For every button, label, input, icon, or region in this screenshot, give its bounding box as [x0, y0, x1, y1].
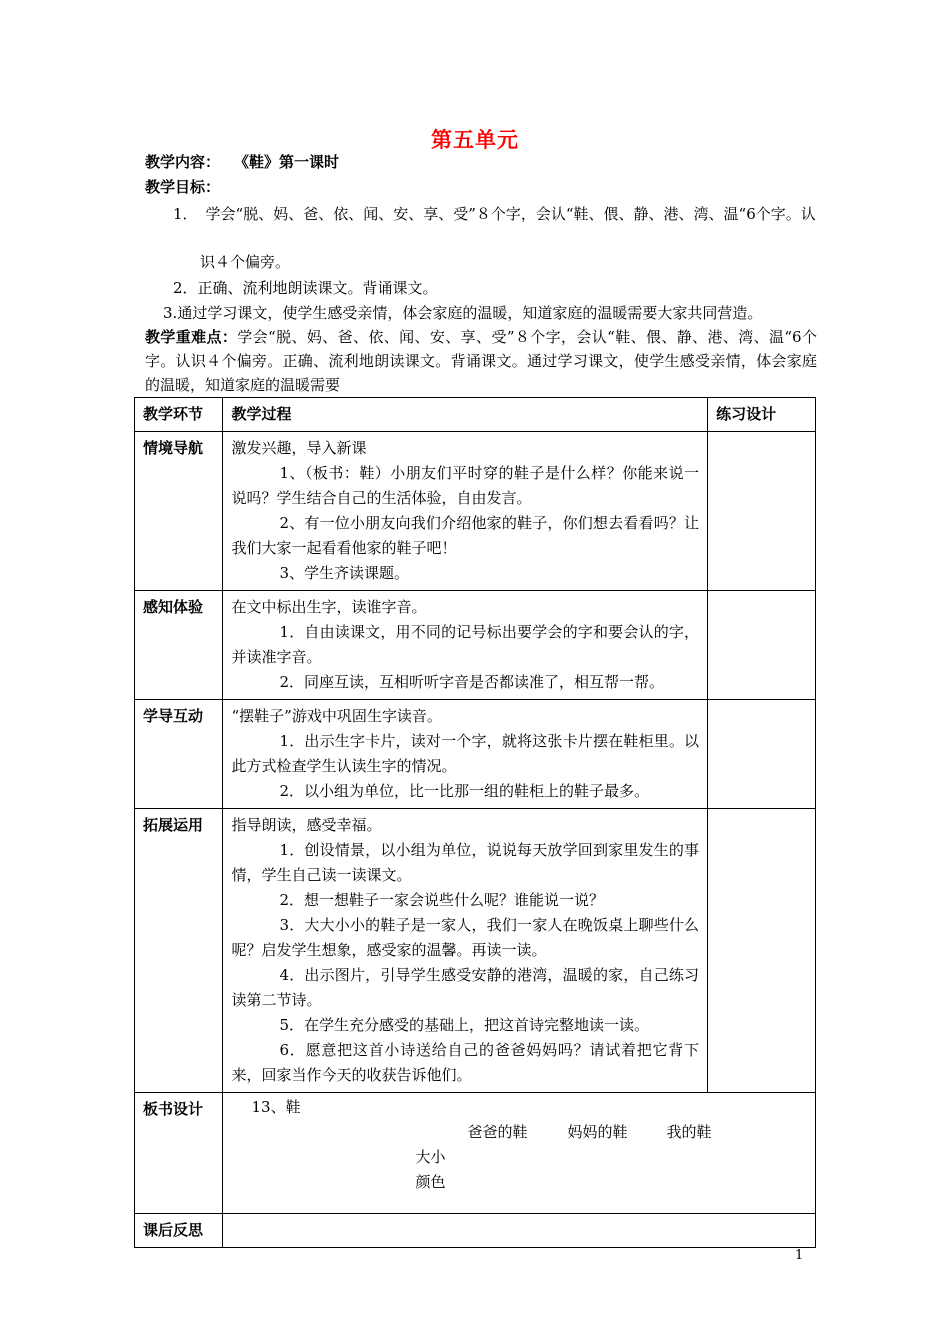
reflection-row	[135, 1214, 816, 1248]
process-paragraph: “摆鞋子”游戏中巩固生字读音。	[231, 707, 442, 725]
teaching-content-label: 教学内容：	[145, 153, 221, 171]
stage-cell: 感知体验	[135, 591, 223, 700]
practice-cell	[708, 591, 816, 700]
teaching-content-value: 《鞋》第一课时	[234, 153, 340, 171]
process-paragraph: 5．在学生充分感受的基础上，把这首诗完整地读一读。	[279, 1016, 650, 1034]
table-row	[135, 432, 816, 591]
objective-text: 学会“脱、妈、爸、依、闻、安、享、受”８个字，会认“鞋、偎、静、港、湾、温“6个字。认	[205, 205, 816, 223]
board-row-label: 大小	[415, 1148, 446, 1166]
header-stage: 教学环节	[135, 398, 223, 432]
key-points-text: 学会“脱、妈、爸、依、闻、安、享、受”８个字，会认“鞋、偎、静、港、湾、温“6个字。认识４个偏旁。正确、流利地朗读课文。背诵课文。通过学习课文，使学生感受亲情，体会家庭的温暖，知道家庭的温暖需要	[145, 328, 817, 394]
table-row	[135, 809, 816, 1093]
table-header-row	[135, 398, 816, 432]
objectives-label: 教学目标：	[145, 178, 221, 196]
objective-item-2	[173, 276, 438, 300]
board-design-cell	[223, 1093, 816, 1214]
key-points-label: 教学重难点：	[145, 328, 238, 346]
process-cell	[223, 700, 708, 809]
objective-item-3	[163, 301, 762, 325]
stage-cell: 情境导航	[135, 432, 223, 591]
objective-number: 1．	[173, 205, 198, 223]
key-points	[145, 325, 817, 397]
process-paragraph: 1．出示生字卡片，读对一个字，就将这张卡片摆在鞋柜里。以此方式检查学生认读生字的情况。	[231, 732, 700, 775]
process-paragraph: 4．出示图片，引导学生感受安静的港湾，温暖的家，自己练习读第二节诗。	[231, 966, 700, 1009]
process-paragraph: 2．以小组为单位，比一比那一组的鞋柜上的鞋子最多。	[279, 782, 650, 800]
practice-cell	[708, 700, 816, 809]
objective-number: 3.	[163, 304, 178, 322]
stage-cell: 拓展运用	[135, 809, 223, 1093]
board-row-label: 颜色	[415, 1173, 446, 1191]
board-column-label: 爸爸的鞋	[467, 1123, 528, 1141]
stage-cell: 课后反思	[135, 1214, 223, 1248]
process-cell	[223, 591, 708, 700]
process-paragraph: 1．创设情景，以小组为单位，说说每天放学回到家里发生的事情，学生自己读一读课文。	[231, 841, 700, 884]
practice-cell	[708, 432, 816, 591]
board-design-row	[135, 1093, 816, 1214]
board-design	[231, 1097, 807, 1209]
page-title: 第五单元	[431, 128, 519, 152]
lesson-plan-table	[134, 397, 816, 1248]
process-paragraph: 指导朗读，感受幸福。	[231, 816, 382, 834]
process-paragraph: 1．自由读课文，用不同的记号标出要学会的字和要会认的字，并读准字音。	[231, 623, 700, 666]
process-paragraph: 1、（板书：鞋）小朋友们平时穿的鞋子是什么样？你能来说一说吗？学生结合自己的生活体验，自由发言。	[231, 464, 700, 507]
stage-cell: 板书设计	[135, 1093, 223, 1214]
header-process: 教学过程	[223, 398, 708, 432]
board-column-label: 妈妈的鞋	[567, 1123, 628, 1141]
process-paragraph: 3、学生齐读课题。	[279, 564, 410, 582]
board-heading: 13、鞋	[251, 1098, 301, 1116]
table-row	[135, 700, 816, 809]
process-paragraph: 2．同座互读，互相听听字音是否都读准了，相互帮一帮。	[279, 673, 665, 691]
stage-cell: 学导互动	[135, 700, 223, 809]
teaching-content-line	[145, 150, 339, 174]
process-paragraph: 2．想一想鞋子一家会说些什么呢？谁能说一说？	[279, 891, 605, 909]
objective-text: 正确、流利地朗读课文。背诵课文。	[197, 279, 438, 297]
objective-text: 通过学习课文，使学生感受亲情，体会家庭的温暖，知道家庭的温暖需要大家共同营造。	[177, 304, 763, 322]
table-row	[135, 591, 816, 700]
process-paragraph: 2、有一位小朋友向我们介绍他家的鞋子，你们想去看看吗？让我们大家一起看看他家的鞋子吧！	[231, 514, 700, 557]
practice-cell	[708, 809, 816, 1093]
process-cell	[223, 432, 708, 591]
reflection-cell	[223, 1214, 816, 1248]
process-paragraph: 3．大大小小的鞋子是一家人，我们一家人在晚饭桌上聊些什么呢？启发学生想象，感受家的温馨。再读一读。	[231, 916, 700, 959]
process-cell	[223, 809, 708, 1093]
board-column-label: 我的鞋	[666, 1123, 712, 1141]
header-practice: 练习设计	[708, 398, 816, 432]
objective-item-1-continued: 识４个偏旁。	[200, 253, 291, 271]
page-number: 1	[795, 1248, 804, 1263]
objective-number: 2．	[173, 279, 198, 297]
process-paragraph: 激发兴趣，导入新课	[231, 439, 367, 457]
process-paragraph: 在文中标出生字，读谁字音。	[231, 598, 427, 616]
process-paragraph: 6．愿意把这首小诗送给自己的爸爸妈妈吗？请试着把它背下来，回家当作今天的收获告诉他们。	[231, 1041, 700, 1084]
objective-item-1	[173, 202, 816, 226]
